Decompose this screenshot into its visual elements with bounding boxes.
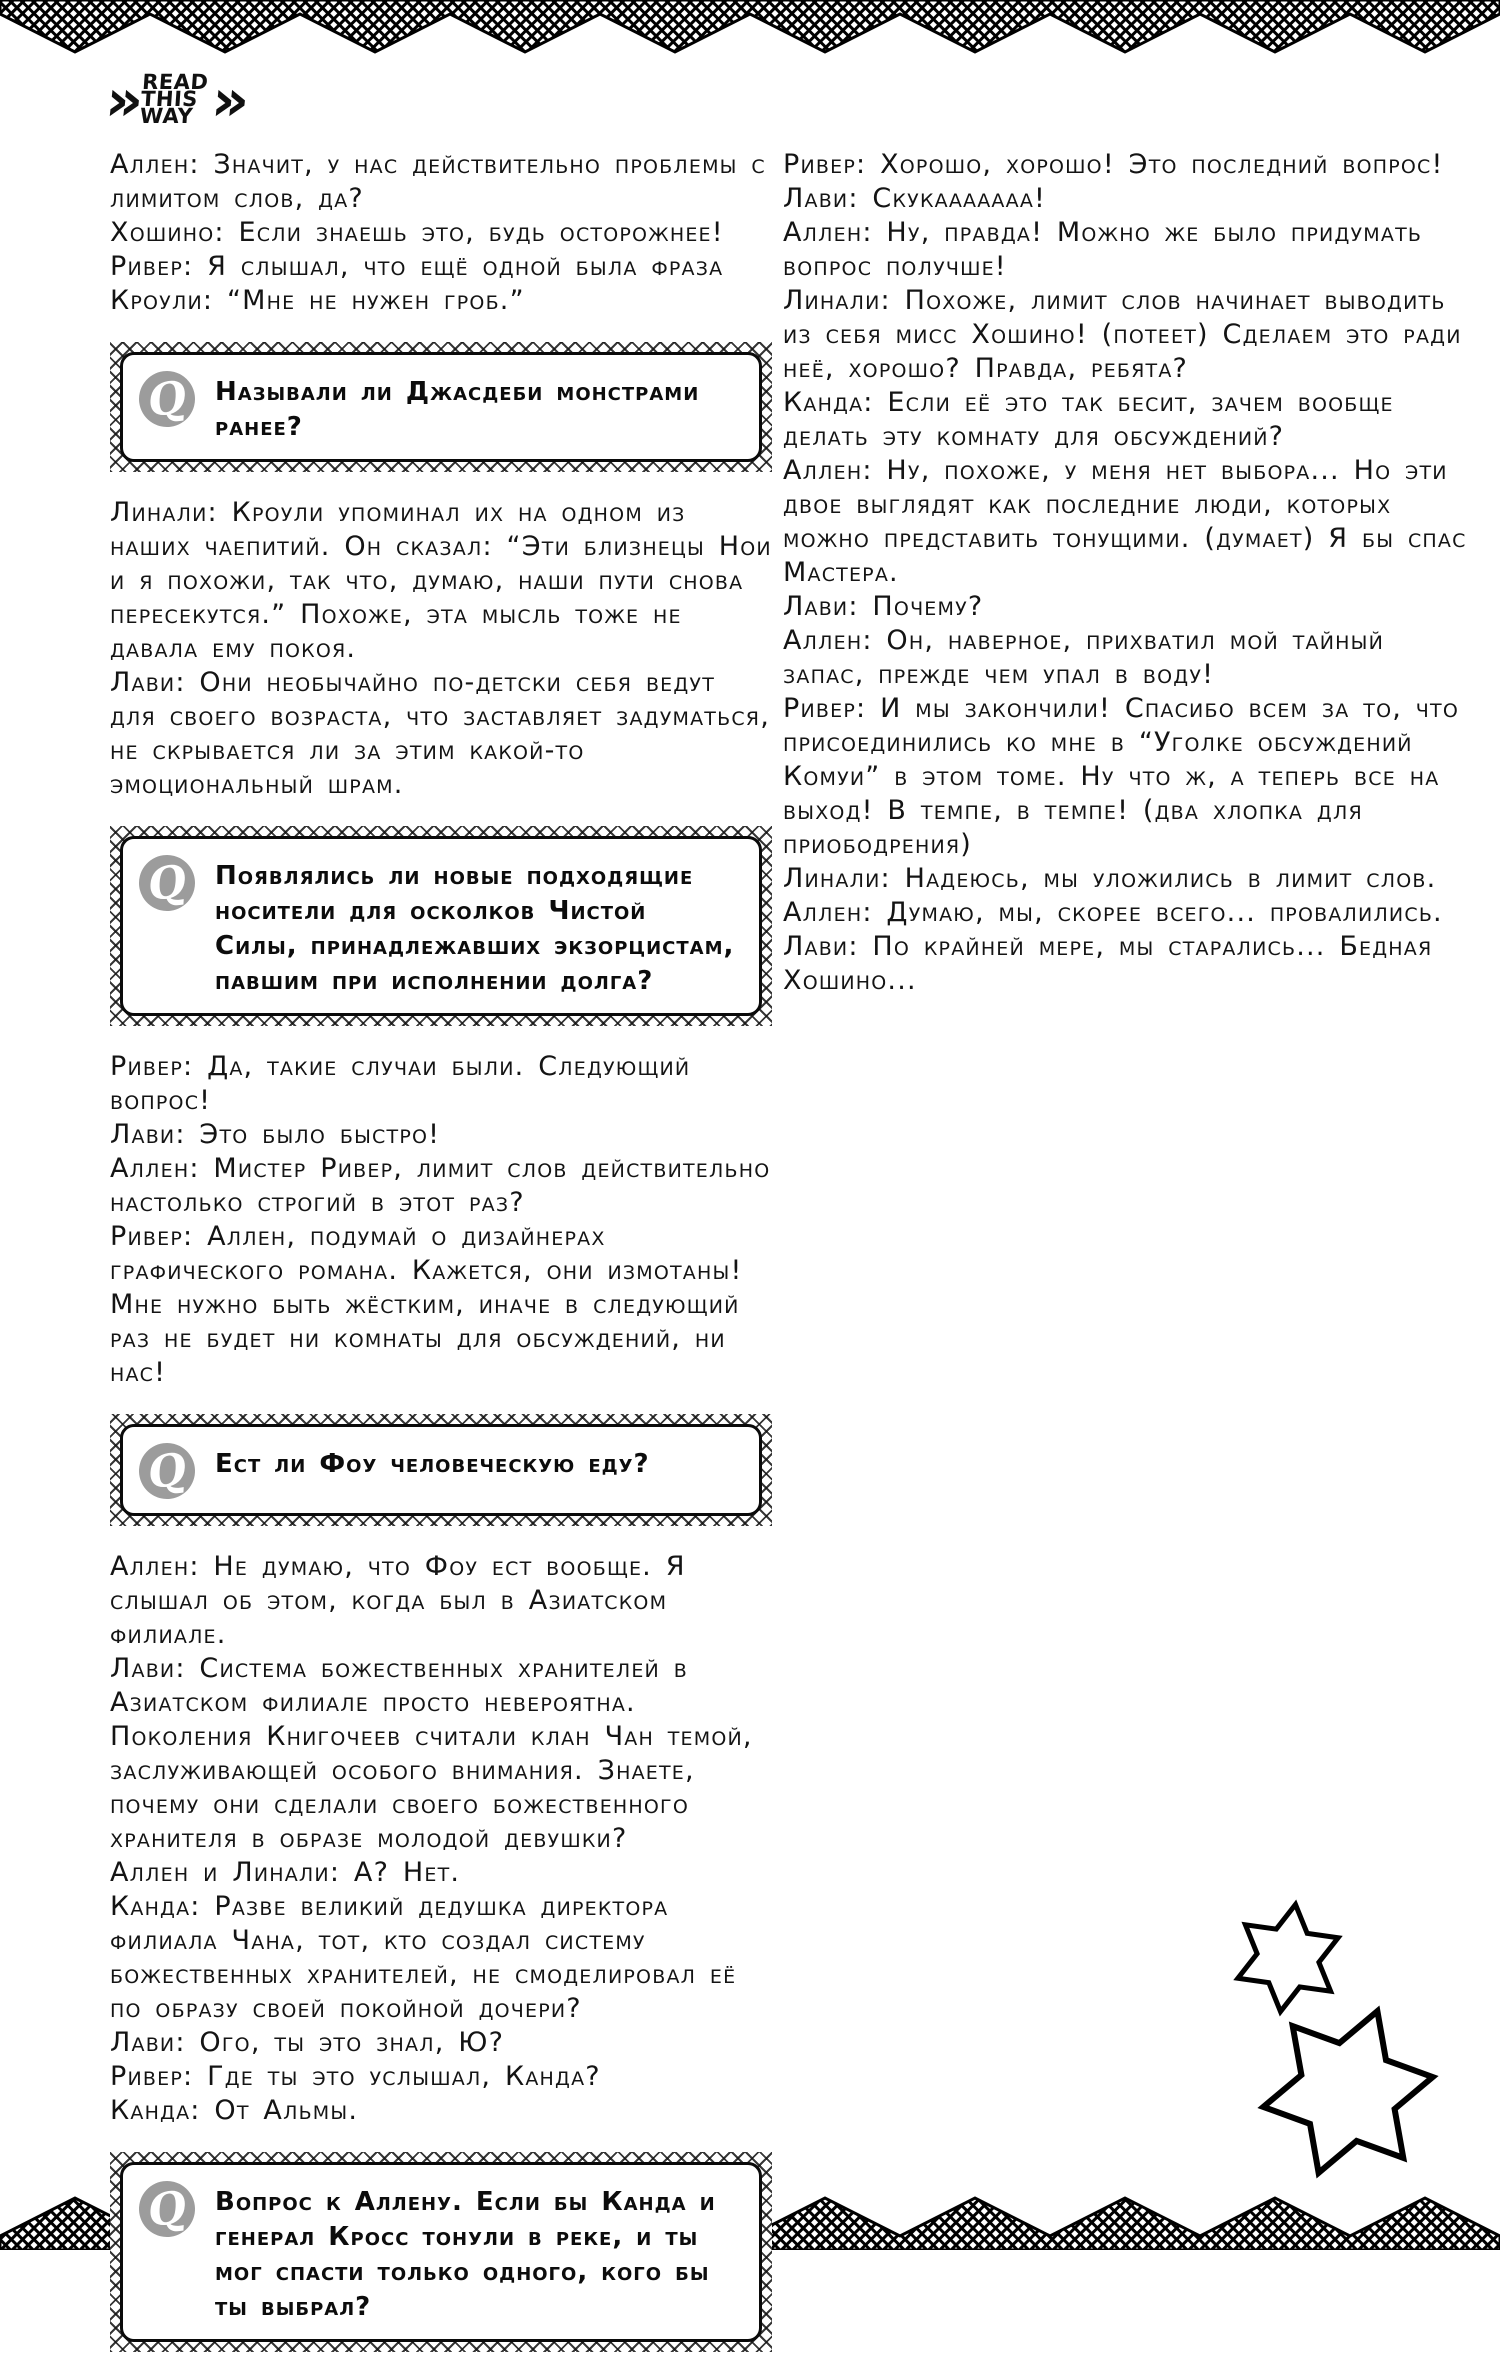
question-icon: Q (135, 851, 198, 914)
speech-line: Ривер: Где ты это услышал, Канда? (110, 2061, 601, 2092)
speech-line: Аллен и Линали: А? Нет. (110, 1857, 461, 1888)
six-pointed-star-small-icon (1238, 1905, 1338, 2012)
speech-line: Аллен: Значит, у нас действительно проблемы с лимитом слов, да? (110, 149, 766, 214)
question-box-4 (110, 2152, 772, 2352)
speech-line: Линали: Кроули упоминал их на одном из наших чаепитий. Он сказал: “Эти близнецы Нои и я похожи, так что, думаю, наши пути снова пересекутся.” Похоже, эта мысль тоже не давала ему покоя. (110, 497, 772, 664)
question-text: Вопрос к Аллену. Если бы Канда и генерал Кросс тонули в реке, и ты мог спасти только одного, кого бы ты выбрал? (215, 2187, 716, 2322)
six-pointed-star-large-icon (1263, 2011, 1432, 2173)
speech-line: Аллен: Мистер Ривер, лимит слов действительно настолько строгий в этот раз? (110, 1153, 771, 1218)
question-text: Ест ли Фоу человеческую еду? (215, 1449, 650, 1479)
question-text: Появлялись ли новые подходящие носители для осколков Чистой Силы, принадлежавших экзорцистам, павшим при исполнении долга? (215, 861, 735, 996)
speech-line: Канда: Разве великий дедушка директора филиала Чана, тот, кто создал систему божественных хранителей, не смоделировал её по образу своей покойной дочери? (110, 1891, 737, 2024)
left-text-column (110, 148, 772, 2376)
speech-line: Ривер: Хорошо, хорошо! Это последний вопрос! (783, 149, 1444, 180)
speech-line: Лави: Почему? (783, 591, 984, 622)
question-box-2 (110, 826, 772, 1026)
speech-line: Ривер: Аллен, подумай о дизайнерах графического романа. Кажется, они измотаны! Мне нужно быть жёстким, иначе в следующий раз не будет ни комнаты для обсуждений, ни нас! (110, 1221, 743, 1388)
speech-line: Аллен: Ну, правда! Можно же было придумать вопрос получше! (783, 217, 1423, 282)
read-this-way-line: READ (141, 70, 210, 94)
speech-line: Аллен: Он, наверное, прихватил мой тайный запас, прежде чем упал в воду! (783, 625, 1385, 690)
question-box-frame (120, 2162, 762, 2342)
speech-line: Хошино: Если знаешь это, будь осторожнее! (110, 217, 724, 248)
speech-line: Аллен: Думаю, мы, скорее всего... провалились. (783, 897, 1443, 928)
speech-line: Лави: Система божественных хранителей в Азиатском филиале просто невероятна. Поколения Книгочеев считали клан Чан темой, заслуживающей особого внимания. Знаете, почему они сделали своего божественного хранителя в образе молодой девушки? (110, 1653, 753, 1854)
speech-line: Ривер: И мы закончили! Спасибо всем за то, что присоединились ко мне в “Уголке обсуждений Комуи” в этом томе. Ну что ж, а теперь все на выход! В темпе, в темпе! (два хлопка для приободрения) (783, 693, 1459, 860)
speech-line: Ривер: Я слышал, что ещё одной была фраза Кроули: “Мне не нужен гроб.” (110, 251, 724, 316)
question-icon: Q (135, 2177, 198, 2240)
speech-line: Аллен: Ну, похоже, у меня нет выбора... Но эти двое выглядят как последние люди, которых можно представить тонущими. (думает) Я бы спас Мастера. (783, 455, 1467, 588)
question-box-frame (120, 1424, 762, 1516)
read-this-way-label (139, 70, 210, 128)
star-decoration (1190, 1880, 1500, 2220)
speech-line: Лави: Ого, ты это знал, Ю? (110, 2027, 505, 2058)
right-text-column (783, 148, 1477, 998)
speech-line: Лави: Они необычайно по-детски себя ведут для своего возраста, что заставляет задуматься, не скрывается ли за этим какой-то эмоциональный шрам. (110, 667, 770, 800)
question-icon: Q (135, 1439, 198, 1502)
speech-line: Линали: Похоже, лимит слов начинает выводить из себя мисс Хошино! (потеет) Сделаем это ради неё, хорошо? Правда, ребята? (783, 285, 1462, 384)
question-box-frame (120, 836, 762, 1016)
speech-line: Лави: Это было быстро! (110, 1119, 441, 1150)
read-this-way-logo (102, 65, 247, 134)
speech-line: Ривер: Да, такие случаи были. Следующий вопрос! (110, 1051, 691, 1116)
read-this-way-line: THIS (140, 87, 200, 111)
question-box-3 (110, 1414, 772, 1526)
speech-line: Лави: По крайней мере, мы старались... Бедная Хошино... (783, 931, 1433, 996)
speech-line: Канда: Если её это так бесит, зачем вообще делать эту комнату для обсуждений? (783, 387, 1394, 452)
speech-line: Лави: Скукааааааа! (783, 183, 1047, 214)
question-icon: Q (135, 367, 198, 430)
read-this-way-line: WAY (139, 104, 195, 128)
speech-line: Аллен: Не думаю, что Фоу ест вообще. Я слышал об этом, когда был в Азиатском филиале. (110, 1551, 686, 1650)
question-box-1 (110, 342, 772, 472)
double-chevron-right-icon: » (102, 65, 142, 134)
speech-line: Канда: От Альмы. (110, 2095, 359, 2126)
question-box-frame (120, 352, 762, 462)
double-chevron-right-icon: » (208, 65, 247, 134)
question-text: Называли ли Джасдеби монстрами ранее? (215, 377, 700, 442)
speech-line: Линали: Надеюсь, мы уложились в лимит слов. (783, 863, 1437, 894)
zigzag-border-top (0, 0, 1500, 58)
